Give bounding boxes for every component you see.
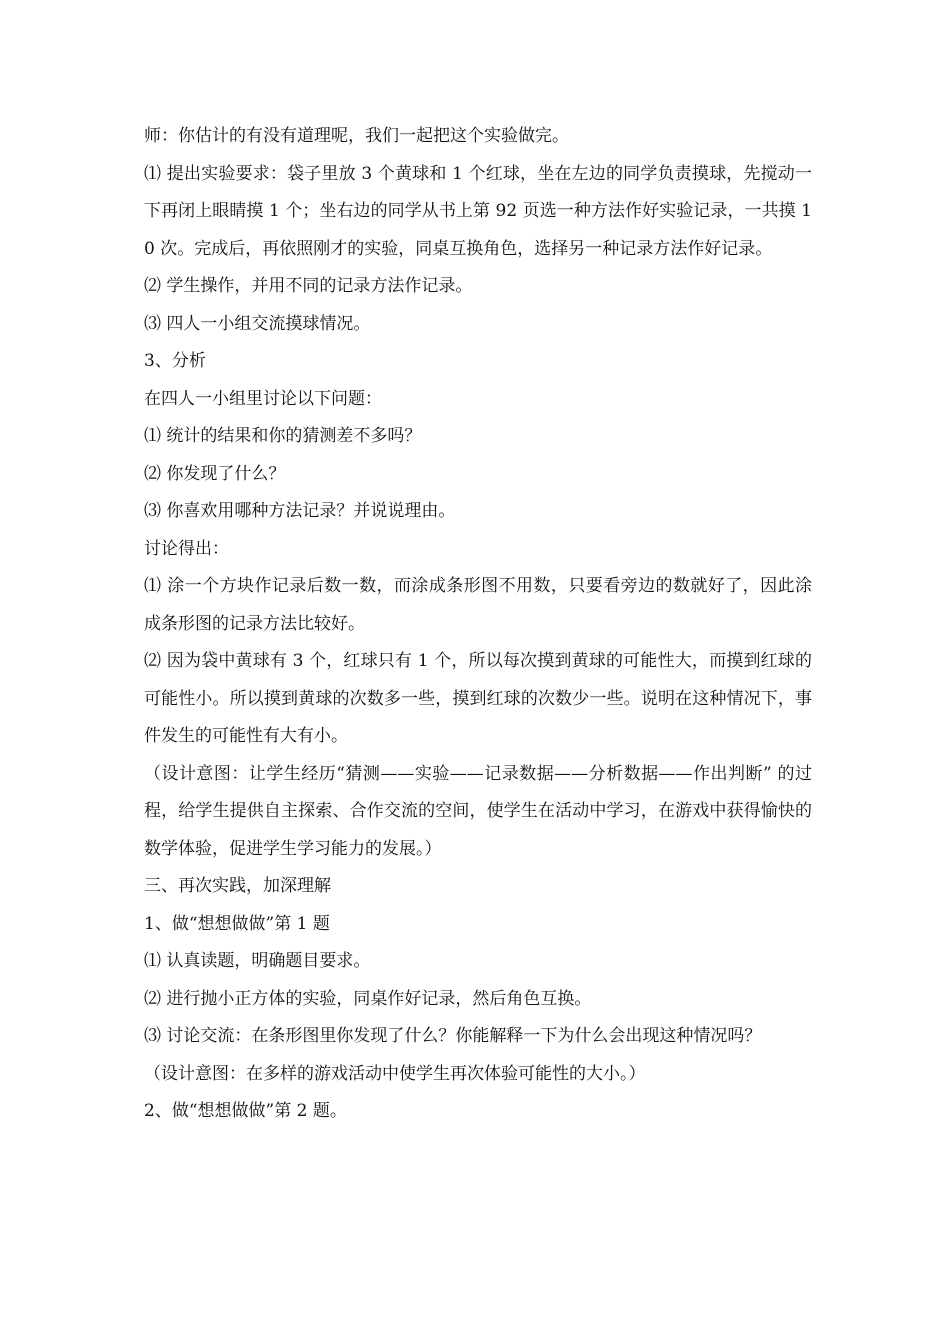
paragraph-exercise-1-step-2: ⑵ 进行抛小正方体的实验，同桌作好记录，然后角色互换。 — [144, 988, 592, 1009]
paragraph-experiment-requirements: ⑴ 提出实验要求：袋子里放 3 个黄球和 1 个红球，坐在左边的同学负责摸球，先搅动一下再闭上眼睛摸 1 个；坐右边的同学从书上第 92 页选一种方法作好实验记录，一共摸 10 次。完成后，再依照刚才的实验，同桌互换角色，选择另一种记录方法作好记录。 — [144, 163, 812, 259]
paragraph-exercise-2-title: 2、做“想想做做”第 2 题。 — [144, 1101, 347, 1121]
paragraph-group-exchange: ⑶ 四人一小组交流摸球情况。 — [144, 313, 371, 334]
paragraph-exercise-1-step-1: ⑴ 认真读题，明确题目要求。 — [144, 951, 371, 971]
section-heading-analysis: 3、分析 — [144, 351, 206, 371]
paragraph-question-1: ⑴ 统计的结果和你的猜测差不多吗？ — [144, 426, 422, 446]
paragraph-conclusion-1: ⑴ 涂一个方块作记录后数一数，而涂成条形图不用数，只要看旁边的数就好了，因此涂成条形图的记录方法比较好。 — [144, 576, 812, 634]
paragraph-teacher-question: 师：你估计的有没有道理呢，我们一起把这个实验做完。 — [144, 126, 569, 146]
paragraph-exercise-1-title: 1、做“想想做做”第 1 题 — [144, 913, 330, 934]
paragraph-exercise-1-step-3: ⑶ 讨论交流：在条形图里你发现了什么？你能解释一下为什么会出现这种情况吗？ — [144, 1026, 762, 1046]
paragraph-discussion-intro: 在四人一小组里讨论以下问题： — [144, 388, 382, 409]
paragraph-design-intent-1: （设计意图：让学生经历“猜测——实验——记录数据——分析数据——作出判断” 的过程，给学生提供自主探索、合作交流的空间，使学生在活动中学习，在游戏中获得愉快的数学体验，促进学生学习能力的发展。） — [144, 763, 812, 859]
paragraph-question-3: ⑶ 你喜欢用哪种方法记录？并说说理由。 — [144, 501, 456, 521]
paragraph-question-2: ⑵ 你发现了什么？ — [144, 463, 286, 484]
paragraph-conclusion-2: ⑵ 因为袋中黄球有 3 个，红球只有 1 个，所以每次摸到黄球的可能性大，而摸到红球的可能性小。所以摸到黄球的次数多一些，摸到红球的次数少一些。说明在这种情况下，事件发生的可能性有大有小。 — [144, 651, 812, 746]
paragraph-conclusion-intro: 讨论得出： — [144, 538, 229, 559]
section-heading-practice: 三、再次实践，加深理解 — [144, 876, 331, 896]
paragraph-design-intent-2: （设计意图：在多样的游戏活动中使学生再次体验可能性的大小。） — [144, 1063, 646, 1084]
paragraph-student-operation: ⑵ 学生操作，并用不同的记录方法作记录。 — [144, 276, 473, 296]
document-body — [144, 118, 812, 1131]
